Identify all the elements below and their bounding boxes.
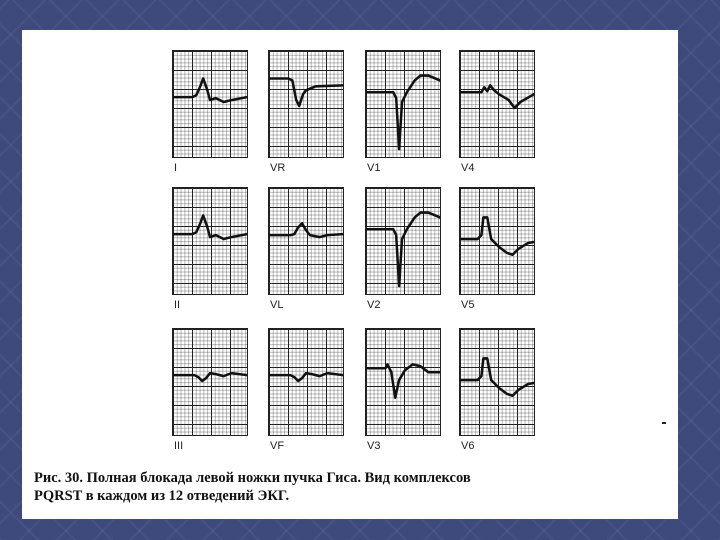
- ecg-panel-iii: [172, 328, 248, 436]
- ecg-trace-vf: [269, 329, 343, 435]
- ecg-waveform: [173, 373, 247, 381]
- caption-line-2: PQRST в каждом из 12 отведений ЭКГ.: [34, 488, 290, 504]
- ecg-trace-vr: [269, 51, 343, 157]
- ecg-panel-vf: [268, 328, 344, 436]
- figure-caption: [34, 469, 674, 505]
- ecg-panel-v4: [459, 50, 535, 158]
- ecg-panel-ii: [172, 187, 248, 295]
- ecg-waveform: [366, 213, 440, 287]
- ecg-trace-vl: [269, 188, 343, 294]
- lead-label-v6: V6: [461, 440, 475, 452]
- ecg-waveform: [460, 217, 534, 254]
- lead-label-ii: II: [174, 299, 181, 311]
- stray-mark: [662, 422, 666, 424]
- ecg-panel-vr: [268, 50, 344, 158]
- figure-page: [22, 30, 678, 519]
- ecg-panel-i: [172, 50, 248, 158]
- ecg-waveform: [173, 215, 247, 239]
- lead-label-vf: VF: [270, 440, 285, 452]
- ecg-panel-v1: [365, 50, 441, 158]
- ecg-trace-v4: [460, 51, 534, 157]
- lead-label-vl: VL: [270, 299, 284, 311]
- lead-label-v4: V4: [461, 162, 475, 174]
- ecg-panel-v2: [365, 187, 441, 295]
- ecg-trace-v5: [460, 188, 534, 294]
- lead-label-i: I: [174, 162, 178, 174]
- ecg-trace-v6: [460, 329, 534, 435]
- lead-label-v5: V5: [461, 299, 475, 311]
- ecg-waveform: [460, 85, 534, 108]
- lead-label-vr: VR: [270, 162, 286, 174]
- ecg-waveform: [173, 78, 247, 102]
- ecg-waveform: [460, 358, 534, 395]
- ecg-waveform: [269, 373, 343, 381]
- ecg-waveform: [366, 364, 440, 397]
- ecg-panel-v5: [459, 187, 535, 295]
- ecg-waveform: [366, 76, 440, 150]
- ecg-panel-v6: [459, 328, 535, 436]
- ecg-waveform: [269, 223, 343, 237]
- ecg-trace-v1: [366, 51, 440, 157]
- caption-line-1: Рис. 30. Полная блокада левой ножки пучка Гиса. Вид комплексов: [34, 470, 471, 486]
- lead-label-v2: V2: [367, 299, 381, 311]
- lead-label-v3: V3: [367, 440, 381, 452]
- ecg-panel-vl: [268, 187, 344, 295]
- ecg-trace-v3: [366, 329, 440, 435]
- ecg-trace-ii: [173, 188, 247, 294]
- ecg-trace-i: [173, 51, 247, 157]
- ecg-waveform: [269, 78, 343, 105]
- ecg-panel-v3: [365, 328, 441, 436]
- lead-label-iii: III: [174, 440, 184, 452]
- lead-label-v1: V1: [367, 162, 381, 174]
- ecg-trace-v2: [366, 188, 440, 294]
- ecg-trace-iii: [173, 329, 247, 435]
